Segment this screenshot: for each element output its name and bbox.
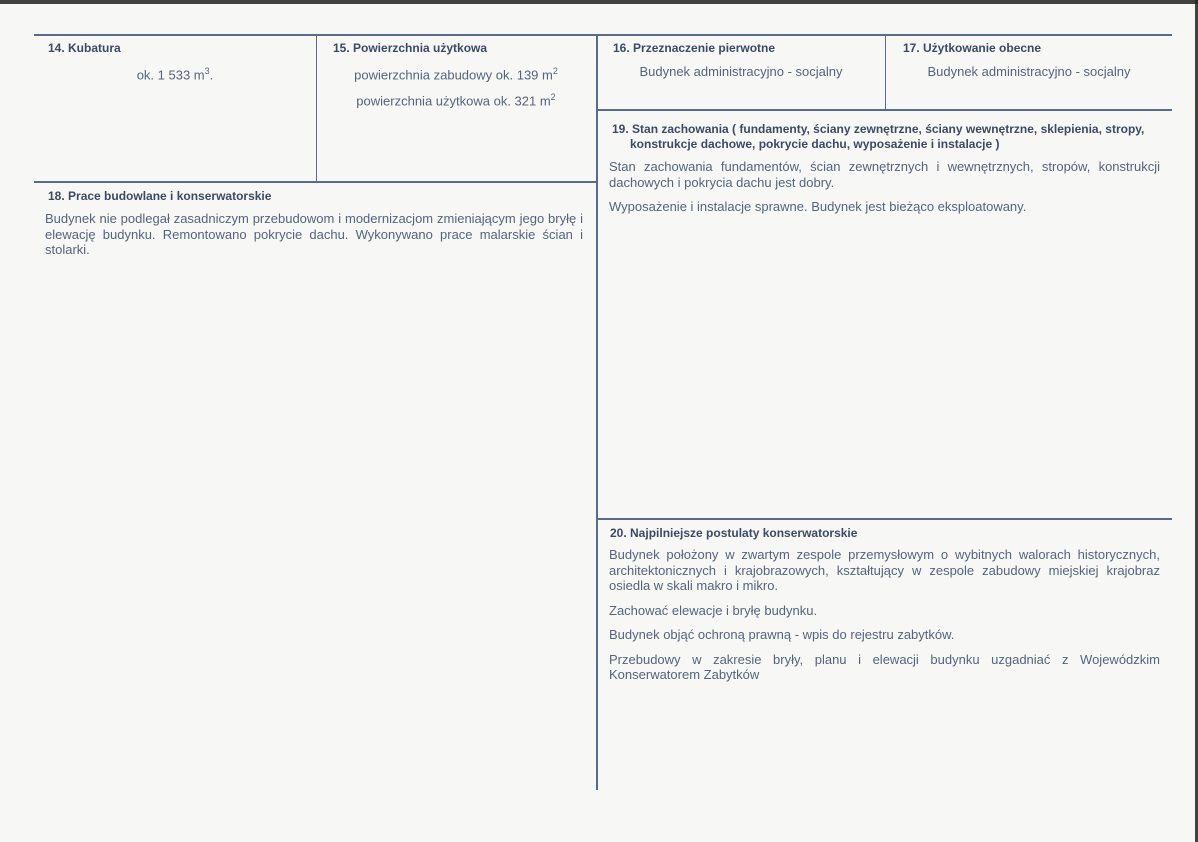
rule-above-20 (597, 518, 1172, 520)
section-18-heading: 18. Prace budowlane i konserwatorskie (48, 189, 272, 203)
section-17-value: Budynek administracyjno - socjalny (927, 64, 1131, 79)
section-20-body (609, 547, 1160, 692)
section-14-value (34, 64, 316, 83)
section-19-heading-line1: 19. Stan zachowania ( fundamenty, ściany zewnętrzne, ściany wewnętrzne, sklepienia, stropy, (612, 122, 1145, 136)
section-20-heading: 20. Najpilniejsze postulaty konserwatorskie (610, 526, 858, 540)
section-20-paragraph-4: Przebudowy w zakresie bryły, planu i elewacji budynku uzgadniać z Wojewódzkim Konserwatorem Zabytków (609, 651, 1160, 682)
rule-above-18 (34, 181, 597, 183)
kubatura-unit-exponent: 3 (204, 66, 210, 76)
rule-above-19 (597, 109, 1172, 111)
section-20-paragraph-1: Budynek położony w zwartym zespole przemysłowym o wybitnych walorach historycznych, architektonicznych i krajobrazowych, kształtujący w zespole zabudowy miejskiej krajobraz osiedla w skali makro i mikro. (609, 547, 1160, 593)
section-19-paragraph-2: Wyposażenie i instalacje sprawne. Budynek jest bieżąco eksploatowany. (609, 199, 1027, 214)
section-16-heading: 16. Przeznaczenie pierwotne (613, 41, 776, 55)
built-area-exponent: 2 (552, 66, 558, 76)
top-rule (34, 34, 1172, 36)
usable-area-exponent: 2 (550, 92, 556, 102)
kubatura-suffix: . (209, 67, 214, 83)
section-19-body (609, 159, 1160, 224)
section-20-paragraph-3: Budynek objąć ochroną prawną - wpis do rejestru zabytków. (609, 627, 955, 642)
scan-top-edge (0, 0, 1198, 4)
built-area-value: powierzchnia zabudowy ok. 139 m (354, 67, 553, 83)
section-19-heading-line2: konstrukcje dachowe, pokrycie dachu, wyposażenie i instalacje ) (630, 137, 1000, 151)
section-18-body: Budynek nie podlegał zasadniczym przebudowom i modernizacjom zmieniającym jego bryłę i elewację budynku. Remontowano pokrycie dachu. Wykonywano prace malarskie ścian i stolarki. (45, 211, 583, 257)
section-15-heading: 15. Powierzchnia użytkowa (333, 41, 488, 55)
section-14-heading: 14. Kubatura (48, 41, 121, 55)
section-19-paragraph-1: Stan zachowania fundamentów, ścian zewnętrznych i wewnętrznych, stropów, konstrukcji dachowych i pokrycia dachu jest dobry. (609, 159, 1160, 190)
center-divider (596, 35, 598, 790)
section-17-heading: 17. Użytkowanie obecne (903, 41, 1042, 55)
section-15-line2 (316, 90, 596, 109)
section-15-line1 (316, 64, 596, 83)
section-16-value: Budynek administracyjno - socjalny (639, 64, 843, 79)
kubatura-value: ok. 1 533 m (136, 67, 205, 83)
section-20-paragraph-2: Zachować elewacje i bryłę budynku. (609, 602, 818, 618)
usable-area-value: powierzchnia użytkowa ok. 321 m (356, 93, 551, 109)
